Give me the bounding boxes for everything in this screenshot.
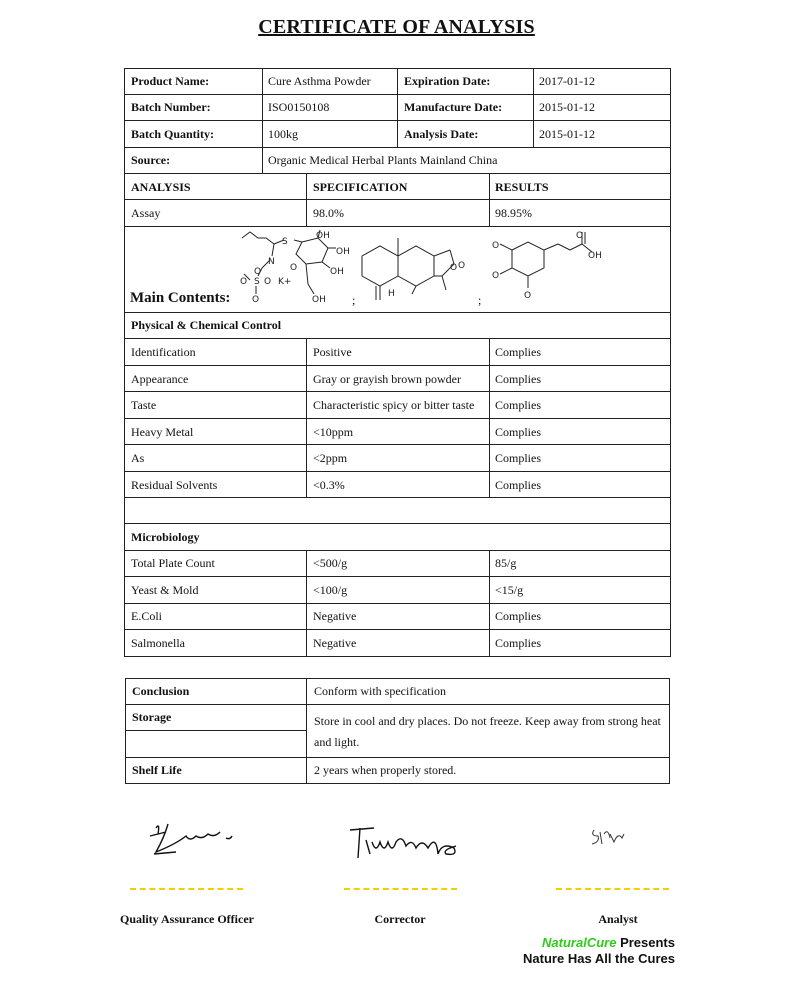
header-results: RESULTS — [495, 180, 549, 194]
structure-label: OH — [312, 295, 326, 305]
section-physical-chemical: Physical & Chemical Control — [131, 318, 282, 332]
table-line — [124, 603, 671, 604]
structure-separator: ; — [352, 293, 356, 307]
physical-row-spec: Characteristic spicy or bitter taste — [313, 398, 475, 412]
conclusion-value: Conform with specification — [314, 684, 446, 698]
header-analysis: ANALYSIS — [131, 180, 191, 194]
source-label: Source: — [131, 153, 171, 167]
shelf-life-value: 2 years when properly stored. — [314, 763, 457, 777]
corrector-label: Corrector — [374, 912, 426, 926]
structure-label: O — [492, 241, 500, 251]
manufacture-date-label: Manufacture Date: — [404, 100, 503, 114]
brand-presents — [542, 935, 675, 950]
conclusion-label: Conclusion — [132, 684, 190, 698]
physical-row-result: Complies — [495, 478, 542, 492]
table-line — [124, 656, 671, 657]
table-line — [124, 550, 671, 551]
micro-row-result: 85/g — [495, 556, 517, 570]
micro-row-name: E.Coli — [131, 609, 163, 623]
assay-spec: 98.0% — [313, 206, 344, 220]
analyst-signature — [588, 824, 628, 850]
structure-label: O — [576, 231, 584, 241]
physical-row-name: Taste — [131, 398, 157, 412]
batch-number-label: Batch Number: — [131, 100, 211, 114]
main-contents-label: Main Contents: — [130, 290, 231, 306]
qa-officer-label: Quality Assurance Officer — [120, 912, 254, 926]
structure-label: H — [388, 289, 395, 299]
table-line — [124, 418, 671, 419]
physical-row-spec: <0.3% — [313, 478, 345, 492]
table-line — [125, 783, 670, 784]
physical-row-name: Heavy Metal — [131, 425, 194, 439]
structure-label: OH — [330, 267, 344, 277]
storage-value-line1: Store in cool and dry places. Do not freeze. Keep away from strong heat — [314, 714, 661, 728]
analyst-label: Analyst — [598, 912, 638, 926]
table-line — [124, 199, 671, 200]
batch-quantity-label: Batch Quantity: — [131, 127, 215, 141]
corrector-signature — [346, 824, 464, 864]
source-value: Organic Medical Herbal Plants Mainland China — [268, 153, 498, 167]
structure-label: K+ — [278, 277, 292, 287]
table-line — [670, 68, 671, 657]
structure-label: O — [450, 263, 458, 273]
micro-row-spec: Negative — [313, 609, 357, 623]
batch-quantity-value: 100kg — [268, 127, 298, 141]
structure-label: O — [240, 277, 248, 287]
micro-row-result: <15/g — [495, 583, 524, 597]
structure-separator: ; — [478, 293, 482, 307]
table-line — [125, 757, 670, 758]
expiration-date-label: Expiration Date: — [404, 74, 491, 88]
physical-row-spec: <10ppm — [313, 425, 354, 439]
table-line — [306, 550, 307, 657]
table-line — [306, 173, 307, 227]
structure-label: OH — [336, 247, 350, 257]
structure-label: S — [254, 277, 260, 287]
physical-row-spec: <2ppm — [313, 451, 348, 465]
table-line — [124, 576, 671, 577]
structure-label: OH — [588, 251, 602, 261]
table-line — [125, 704, 670, 705]
structure-label: O — [252, 295, 260, 305]
micro-row-result: Complies — [495, 609, 542, 623]
structure-label: O — [492, 271, 500, 281]
analysis-date-value: 2015-01-12 — [539, 127, 595, 141]
table-line — [125, 678, 670, 679]
assay-result: 98.95% — [495, 206, 532, 220]
micro-row-result: Complies — [495, 636, 542, 650]
brand-name: NaturalCure — [542, 935, 617, 950]
table-line — [124, 391, 671, 392]
table-line — [124, 497, 671, 498]
table-line — [306, 338, 307, 498]
table-line — [124, 226, 671, 227]
product-name-label: Product Name: — [131, 74, 210, 88]
brand-slogan: Nature Has All the Cures — [523, 951, 675, 966]
physical-row-result: Complies — [495, 345, 542, 359]
table-line — [489, 173, 490, 227]
assay-name: Assay — [131, 206, 161, 220]
micro-row-name: Yeast & Mold — [131, 583, 199, 597]
table-line — [397, 68, 398, 148]
table-line — [124, 68, 125, 657]
structure-label: O — [290, 263, 298, 273]
qa-signature — [146, 818, 236, 860]
physical-row-result: Complies — [495, 398, 542, 412]
storage-value-line2: and light. — [314, 735, 360, 749]
manufacture-date-value: 2015-01-12 — [539, 100, 595, 114]
structure-label: O — [254, 267, 262, 277]
physical-row-name: Identification — [131, 345, 196, 359]
table-line — [306, 678, 307, 784]
micro-row-spec: <500/g — [313, 556, 348, 570]
physical-row-name: Residual Solvents — [131, 478, 218, 492]
physical-row-result: Complies — [495, 425, 542, 439]
table-line — [489, 550, 490, 657]
qa-signature-line — [130, 888, 243, 890]
shelf-life-label: Shelf Life — [132, 763, 182, 777]
physical-row-result: Complies — [495, 451, 542, 465]
table-line — [124, 444, 671, 445]
table-line — [124, 312, 671, 313]
micro-row-spec: Negative — [313, 636, 357, 650]
document-title: CERTIFICATE OF ANALYSIS — [258, 16, 535, 38]
structure-label: N — [268, 257, 275, 267]
table-line — [489, 338, 490, 498]
micro-row-name: Total Plate Count — [131, 556, 215, 570]
analysis-date-label: Analysis Date: — [404, 127, 479, 141]
structure-label: O — [264, 277, 272, 287]
table-line — [125, 678, 126, 784]
table-line — [533, 68, 534, 148]
table-line — [669, 678, 670, 784]
micro-row-spec: <100/g — [313, 583, 348, 597]
chemical-structures — [236, 228, 616, 310]
table-line — [124, 471, 671, 472]
physical-row-spec: Positive — [313, 345, 352, 359]
table-line — [124, 523, 671, 524]
physical-row-name: Appearance — [131, 372, 189, 386]
header-specification: SPECIFICATION — [313, 180, 408, 194]
table-line — [124, 173, 671, 174]
product-name-value: Cure Asthma Powder — [268, 74, 371, 88]
structure-label: S — [282, 237, 288, 247]
table-line — [124, 629, 671, 630]
analyst-signature-line — [556, 888, 669, 890]
physical-row-name: As — [131, 451, 145, 465]
corrector-signature-line — [344, 888, 457, 890]
presents-text: Presents — [616, 935, 675, 950]
section-microbiology: Microbiology — [131, 530, 200, 544]
table-line — [125, 730, 306, 731]
batch-number-value: ISO0150108 — [268, 100, 330, 114]
structure-label: O — [458, 261, 466, 271]
structure-label: OH — [316, 231, 330, 241]
expiration-date-value: 2017-01-12 — [539, 74, 595, 88]
structure-label: O — [524, 291, 532, 301]
physical-row-spec: Gray or grayish brown powder — [313, 372, 461, 386]
table-line — [124, 365, 671, 366]
table-line — [262, 68, 263, 174]
table-line — [124, 338, 671, 339]
micro-row-name: Salmonella — [131, 636, 185, 650]
physical-row-result: Complies — [495, 372, 542, 386]
storage-label: Storage — [132, 710, 172, 724]
